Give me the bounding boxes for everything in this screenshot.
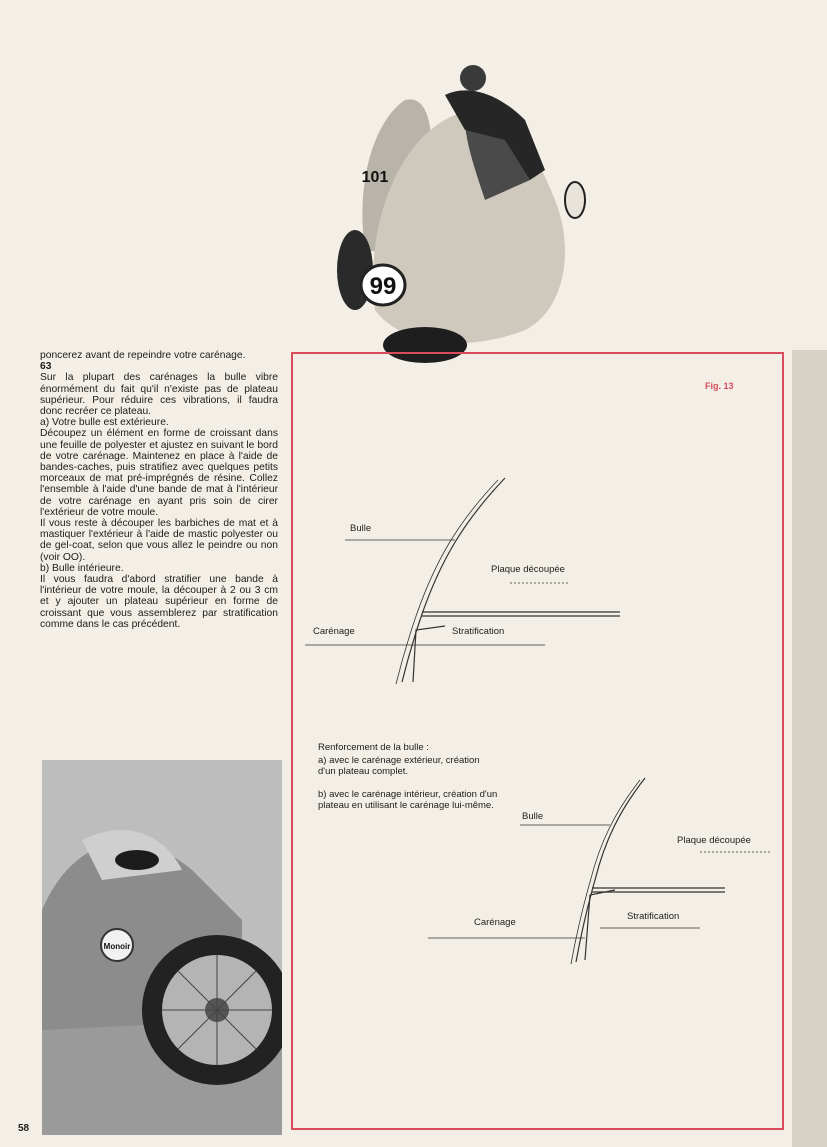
section-number: 63 bbox=[40, 361, 52, 373]
paragraph: b) Bulle intérieure. bbox=[40, 562, 124, 574]
paragraph: Il vous reste à découper les barbiches de mat et à mastiquer l'extérieur à l'aide de mastic polyester ou de gel-coat, selon que vous allez le peindre ou non (voir OO). bbox=[40, 518, 278, 563]
paragraph: Sur la plupart des carénages la bulle vibre énormément du fait qu'il n'existe pas de plateau supérieur. Pour réduire ces vibrations, il faudra donc recréer ce plateau. bbox=[40, 372, 278, 418]
diagram-a-drawing bbox=[305, 478, 620, 684]
label-stratification-b: Stratification bbox=[627, 911, 680, 922]
photo-badge: Monoir bbox=[103, 942, 131, 951]
caption-title: Renforcement de la bulle : bbox=[318, 742, 429, 753]
caption-a: a) avec le carénage extérieur, création d'un plateau complet. bbox=[318, 755, 480, 777]
label-stratification-a: Stratification bbox=[452, 626, 505, 637]
photo-number-101: 101 bbox=[361, 169, 389, 186]
photo-number-99: 99 bbox=[369, 273, 397, 300]
label-bulle-b: Bulle bbox=[522, 811, 544, 822]
page-number: 58 bbox=[18, 1123, 30, 1134]
paragraph: poncerez avant de repeindre votre carénage. bbox=[40, 350, 246, 361]
label-bulle-a: Bulle bbox=[350, 523, 372, 534]
label-plaque-b: Plaque découpée bbox=[677, 835, 751, 846]
label-plaque-a: Plaque découpée bbox=[491, 564, 565, 575]
figure-label: Fig. 13 bbox=[705, 381, 734, 391]
label-carenage-b: Carénage bbox=[474, 917, 516, 928]
paragraph: Découpez un élément en forme de croissant dans une feuille de polyester et ajustez en suivant le bord de votre carénage. Maintenez en place à l'aide de bandes-caches, puis stratifiez avec quelques petits morceaux de mat pré-imprégnés de résine. Collez l'ensemble à l'aide d'une bande de mat à l'intérieur de votre carénage en ayant pris soin de cirer l'extérieur de votre moule. bbox=[40, 428, 278, 518]
paragraph: a) Votre bulle est extérieure. bbox=[40, 417, 169, 429]
paragraph: Il vous faudra d'abord stratifier une bande à l'intérieur de votre moule, la découper à 2 ou 3 cm et y ajouter un plateau supérieur en forme de croissant que vous assemblerez par stratification comme dans le cas précédent. bbox=[40, 574, 278, 630]
figure-caption bbox=[318, 742, 498, 813]
label-carenage-a: Carénage bbox=[313, 626, 355, 637]
caption-b: b) avec le carénage intérieur, création d'un plateau en utilisant le carénage lui-même. bbox=[318, 789, 498, 811]
